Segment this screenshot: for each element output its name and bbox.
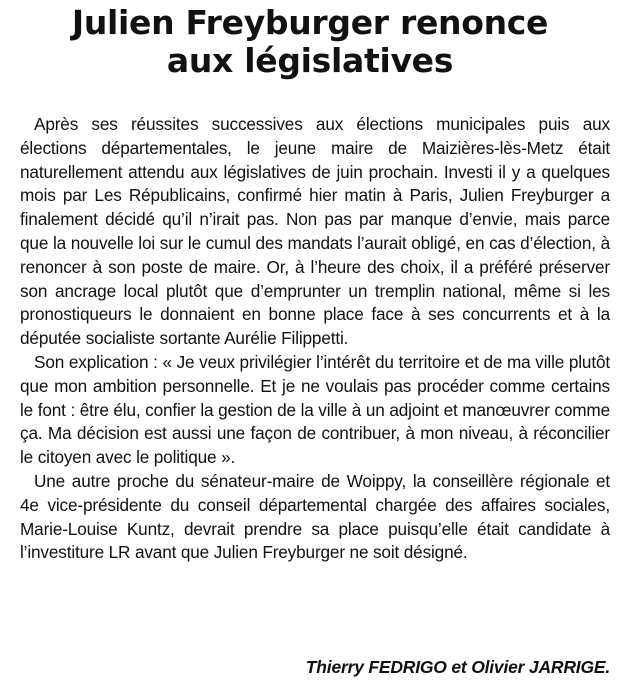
- headline-line-1: Julien Freyburger renonce: [71, 3, 549, 42]
- article-body: [20, 113, 610, 565]
- paragraph-1: Après ses réussites successives aux élections municipales puis aux élections départementales, le jeune maire de Maizières-lès-Metz était naturellement attendu aux législatives de juin prochain. Investi il y a quelques mois par Les Républicains, confirmé hier matin à Paris, Julien Freyburger a finalement décidé qu’il n’irait pas. Non pas par manque d’envie, mais parce que la nouvelle loi sur le cumul des mandats l’aurait obligé, en cas d’élection, à renoncer à son poste de maire. Or, à l’heure des choix, il a préféré préserver son ancrage local plutôt que d’emprunter un tremplin national, même si les pronostiqueurs le donnaient en bonne place face à ses concurrents et à la députée socialiste sortante Aurélie Filippetti.: [20, 114, 610, 349]
- paragraph-3: Une autre proche du sénateur-maire de Woippy, la conseillère régionale et 4e vice-présidente du conseil départemental chargée des affaires sociales, Marie-Louise Kuntz, devrait prendre sa place puisqu’elle était candidate à l’investiture LR avant que Julien Freyburger ne soit désigné.: [20, 470, 610, 563]
- byline: Thierry FEDRIGO et Olivier JARRIGE.: [305, 657, 610, 677]
- headline: [14, 4, 606, 80]
- paragraph-2: Son explication : « Je veux privilégier l’intérêt du territoire et de ma ville plutôt que mon ambition personnelle. Et je ne voulais pas procéder comme certains le font : être élu, confier la gestion de la ville à un adjoint et manœuvrer comme ça. Ma décision est aussi une façon de contribuer, à mon niveau, à réconcilier le citoyen avec le politique ».: [20, 351, 610, 468]
- headline-line-2: aux législatives: [166, 41, 454, 80]
